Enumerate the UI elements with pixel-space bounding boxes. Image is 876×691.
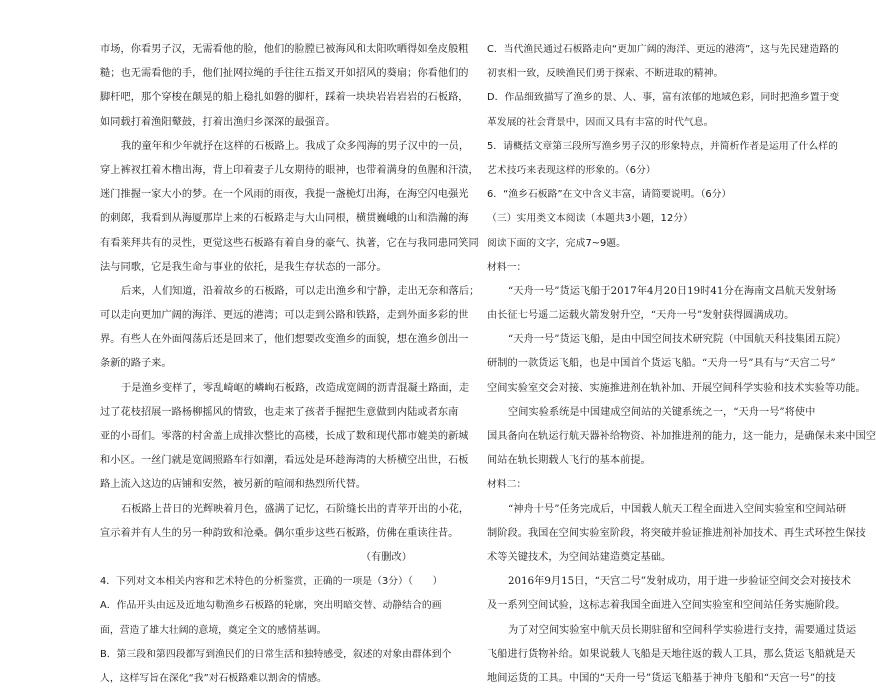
text-line: 研制的一款货运飞船，也是中国首个货运飞船。“天舟一号”具有与“天宫二号”	[487, 358, 836, 370]
text-line: 法与同歌，它是我生命与事业的依托，是我生存状态的一部分。	[100, 261, 387, 273]
text-line: 国具备向在轨运行航天器补给物资、补加推进剂的能力，这一能力，是确保未来中国空	[487, 431, 876, 442]
text-line: 有看莱拜共有的灵性，更觉这些石板路有着自身的豪气、执著，它在与我同患同笑同	[100, 237, 479, 249]
text-line: 迷门推握一家大小的梦。在一个风雨的雨夜，我提一盏桅灯出海，在海空闪电强光	[100, 189, 469, 201]
text-line: “天舟一号”货运飞船，是由中国空间技术研究院（中国航天科技集团五院）	[508, 334, 847, 346]
option-b-cont: 人，这样写旨在深化“我”对石板路难以割舍的情感。	[100, 672, 327, 684]
text-line: 可以走向更加广阔的海洋、更远的港湾；可以走到公路和铁路，走到外面多彩的世	[100, 310, 469, 322]
question-5-cont: 艺术技巧来表现这样的形象的。（6分）	[487, 164, 656, 176]
material-2-label: 材料二：	[487, 479, 527, 491]
option-c-cont: 初衷相一致，反映渔民们勇于探索、不断进取的精神。	[487, 68, 724, 80]
question-5: 5．请概括文章第三段所写渔乡男子汉的形象特点，并简析作者是运用了什么样的	[487, 140, 838, 152]
text-line: 过了花枝招展一路杨柳摇风的情致，也走来了孩者手握把生意做到内陆或者东南	[100, 406, 459, 418]
text-line: 及一系列空间试验，这标志着我国全面进入空间实验室和空间站任务实施阶段。	[487, 600, 846, 612]
section-heading: （三）实用类文本阅读（本题共3小题，12分）	[487, 213, 693, 225]
text-line: 于是渔乡变样了，零乱崎岖的嶙峋石板路，改造成宽阔的沥青混凝土路面，走	[121, 382, 470, 394]
text-line: 我的童年和少年就抒在这样的石板路上。我成了众多闯海的男子汉中的一员，	[121, 140, 470, 152]
option-a: A．作品开头由远及近地勾勒渔乡石板路的轮廓，突出明暗交替、动静结合的画	[100, 600, 442, 612]
text-line: 空间实验系统是中国建成空间站的关键系统之一，“天舟一号”将使中	[508, 406, 816, 418]
option-b: B．第三段和第四段都写到渔民们的日常生活和独特感受，叙述的对象由群体到个	[100, 648, 452, 660]
material-1-label: 材料一：	[487, 261, 527, 273]
text-line: 后来，人们知道，沿着故乡的石板路，可以走出渔乡和宁静，走出无奈和落后；	[121, 285, 480, 297]
text-line: 制阶段。我国在空间实验室阶段，将突破并验证推进剂补加技术、再生式环控生保技	[487, 527, 866, 539]
text-line: 和小区。一丝门就是宽阔照路车行如潮，看远处是环趁海湾的大桥横空出世，石板	[100, 455, 469, 467]
text-line: 的刺郎，我看到从海厦那岸上来的石板路走与大山同根，横贯巍峨的山和浩瀚的海	[100, 213, 469, 225]
text-line: 糙；也无需看他的手，他们扯网拉绳的手往往五指叉开如招风的葵扇；你看他们的	[100, 68, 469, 80]
text-line: 2016年9月15日，“天宫二号”发射成功，用于进一步验证空间交会对接技术	[508, 576, 851, 588]
text-line: 亚的小哥们。零落的村舍盖上成排次整比的高楼，长成了数和现代都市媲美的新城	[100, 431, 469, 442]
text-line: 为了对空间实验室中航天员长期驻留和空间科学实验进行支持，需要通过货运	[508, 624, 857, 636]
text-line: 路上流入这边的店铺和安然，被另新的喧闹和热烈所代替。	[100, 479, 367, 491]
option-d: D．作品细致描写了渔乡的景、人、事，富有浓郁的地域色彩，同时把渔乡置于变	[487, 92, 840, 104]
instruction: 阅读下面的文字，完成7~9题。	[487, 237, 626, 249]
text-line: 飞船进行货物补给。如果说载人飞船是天地往返的载人工具，那么货运飞船就是天	[487, 648, 856, 660]
text-line: “神舟十号”任务完成后，中国载人航天工程全面进入空间实验室和空间站研	[508, 503, 847, 515]
attribution: （有删改）	[360, 551, 412, 563]
text-line: 空间实验室交会对接、实施推进剂在轨补加、开展空间科学实验和技术实验等功能。	[487, 382, 866, 394]
text-line: 术等关键技术，为空间站建造奠定基础。	[487, 551, 672, 563]
text-line: 界。有些人在外面闯荡后还是回来了，他们想要改变渔乡的面貌，想在渔乡创出一	[100, 334, 469, 346]
left-column	[100, 38, 480, 691]
option-a-cont: 面，营造了雄大壮阔的意境，奠定全文的感情基调。	[100, 624, 327, 636]
text-line: 石板路上昔日的光辉映着月色，盛满了记忆，石阶缝长出的青苹开出的小花，	[121, 503, 470, 515]
text-line: 由长征七号遥二运载火箭发射升空，“天舟一号”发射获得圆满成功。	[487, 310, 795, 322]
option-c: C．当代渔民通过石板路走向“更加广阔的海洋、更远的港湾”，这与先民建造路的	[487, 44, 839, 55]
text-line: 如同载打着渔阳鼙鼓，打着出渔归乡深深的最强音。	[100, 116, 336, 128]
option-d-cont: 革发展的社会背景中，因而又具有丰富的时代气息。	[487, 116, 714, 128]
text-line: 间站在轨长期载人飞行的基本前提。	[487, 455, 651, 467]
question-6: 6．“渔乡石板路”在文中含义丰富，请简要说明。（6分）	[487, 189, 732, 201]
text-line: 穿上裤衩扛着木橹出海，背上印着妻子儿女期待的眼神，也带着满身的鱼腥和汗渍，	[100, 164, 479, 176]
text-line: 地间运货的工具。中国的“天舟一号”货运飞船基于神舟飞船和“天宫一号”的技	[487, 672, 836, 684]
text-line: 市场，你看男子汉，无需看他的脸，他们的脸膛已被海风和太阳吹晒得如垒皮般粗	[100, 44, 469, 55]
text-line: 条新的路子来。	[100, 358, 172, 370]
text-line: 脚杆吧，那个穿梭在颠晃的船上稳扎如磐的脚杆，踩着一块块岩岩岩岩的石板路，	[100, 92, 469, 104]
text-line: “天舟一号”货运飞船于2017年4月20日19时41分在海南文昌航天发射场	[508, 285, 837, 297]
question-4: 4．下列对文本相关内容和艺术特色的分析鉴赏，正确的一项是（3分）（ ）	[100, 576, 443, 588]
right-column	[487, 38, 876, 691]
text-line: 宣示着并有人生的另一种韵致和沧桑。偶尔重步这些石板路，仿佛在重读往昔。	[100, 527, 459, 539]
